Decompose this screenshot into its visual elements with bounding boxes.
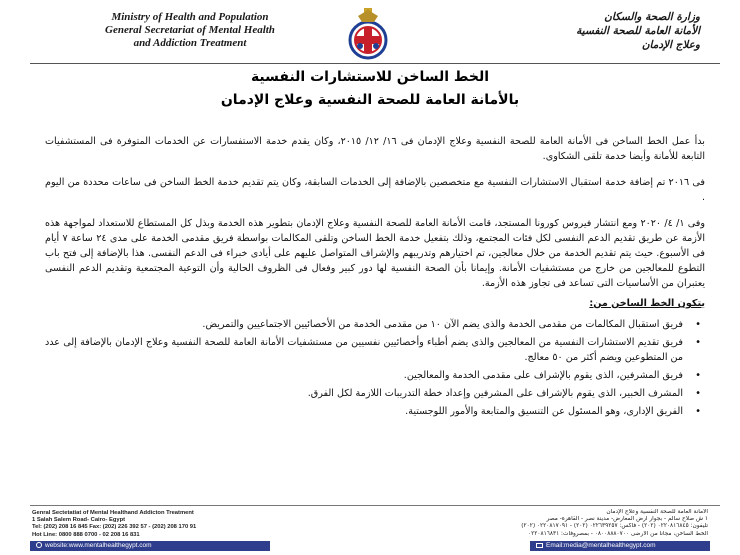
header-ar-line: الأمانة العامة للصحة النفسية [576, 25, 700, 37]
list-item-text: الفريق الإدارى، وهو المسئول عن التنسيق والمتابعة والأمور اللوجستية. [405, 406, 683, 417]
footer-en-line: Tel: (202) 208 16 845 Fax: (202) 226 392 57 - (202) 208 170 91 [32, 524, 197, 531]
bullet-icon: • [695, 319, 701, 330]
footer-en-line: Hot Line: 0800 888 0700 - 02 208 16 831 [32, 531, 140, 538]
website-text: website:www.mentalhealthegypt.com [45, 542, 152, 549]
section-heading: يتكون الخط الساخن من: [589, 298, 705, 309]
footer-ar-line: تليفون: ٠٢٢٠٨١٦٨٤٥ (٢٠٢) - فاكس: ٠٢٢٦٣٩٢٥٧ (٢٠٢) - ٠٢٢٠٨١٧٠٩١ (٢٠٢) [521, 523, 708, 530]
ministry-logo-icon [340, 6, 396, 62]
list-item [45, 386, 701, 401]
team-list [45, 317, 705, 419]
title-line-1: الخط الساخن للاستشارات النفسية [250, 69, 490, 85]
envelope-icon [536, 543, 543, 548]
footer-divider [30, 505, 720, 506]
footer-ar-line: ١ ش صلاح سالم - بجوار أرض المعارض- مدينة نصر - القاهرة- مصر [546, 516, 708, 523]
document-body [45, 134, 705, 422]
list-item-text: فريق استقبال المكالمات من مقدمى الخدمة والذى يضم الآن ١٠ من مقدمى الخدمة من الأخصائيين الاجتماعيين والتمريض. [202, 319, 683, 330]
bullet-icon: • [695, 337, 701, 348]
footer-ar-line: الأمانة العامة للصحة النفسية وعلاج الإدمان [606, 509, 708, 515]
bullet-icon: • [695, 388, 701, 399]
header-en-line: and Addiction Treatment [133, 37, 247, 49]
list-item [45, 317, 701, 332]
list-item-text: المشرف الخبير، الذى يقوم بالإشراف على المشرفين وإعداد خطة التدريبات اللازمة لكل الفرق. [307, 388, 683, 399]
footer-arabic [438, 509, 708, 538]
list-item [45, 368, 701, 383]
paragraph: فى ٢٠١٦ تم إضافة خدمة استقبال الاستشارات النفسية مع متخصصين بالإضافة إلى الخدمات السابقة، وكان يتم تقديم خدمة الخط الساخن فى ساعات محددة من اليوم . [45, 177, 705, 203]
email-link[interactable] [530, 541, 710, 551]
header-ar-line: وزارة الصحة والسكان [604, 11, 700, 23]
document-title [60, 66, 680, 112]
list-item-text: فريق المشرفين، الذى يقوم بالإشراف على مقدمى الخدمة والمعالجين. [403, 370, 683, 381]
footer-en-line: Genral Sectetatiat of Mental Healthand Addicton Treatment [32, 510, 194, 516]
footer-en-line: 1 Salah Salem Road- Cairo- Egypt [32, 517, 126, 524]
footer-english [32, 510, 292, 539]
list-item-text: فريق تقديم الاستشارات النفسية من المعالجين والذى يضم أطباء وأخصائيين نفسيين من مستشفيات الأمانة العامة للصحة النفسية وعلاج الإدمان بالإضافة إلى عدد من المتطوعين ويضم أكثر من ٥٠ معالج. [45, 337, 683, 363]
email-text: Email:media@mentalhealthegypt.com [546, 542, 656, 549]
header-ar-line: وعلاج الإدمان [641, 39, 700, 51]
header-english [60, 11, 320, 50]
paragraph: وفى ١/ ٤/ ٢٠٢٠ ومع انتشار فيروس كورونا المستجد، قامت الأمانة العامة للصحة النفسية وعلاج الإدمان بتطوير هذه الخدمة وبذل كل المستطاع للاستعداد لمواجهة هذه الأزمة عن طريق تقديم الدعم النفسى لكل فئات المجتمع، وذلك بتفعيل خدمة الخط الساخن وتلقى المكالمات بواسطة فريق مقدمى الخدمة على مدى ٢٤ ساعة ٧ أيام فى الأسبوع. حيث يتم تقديم الخدمة من خلال معالجين، تم اختيارهم وتدريبهم والإشراف المتواصل عليهم على أيادى خبراء فى الدعم النفسى. هذا بالإضافة إلى فتح باب التطوع للمعالجين من خارج من مستشفيات الأمانة. وإيمانا بأن الصحة النفسية لها دور كبير وفعال فى الظروف الحالية وأن التوعية المجتمعية وتقديم الدعم النفسى يعتبران من الأساسيات التى تساعد فى تجاوز هذه الأزمة. [45, 218, 705, 289]
list-item [45, 335, 701, 365]
list-item [45, 404, 701, 419]
header-arabic [460, 10, 700, 52]
header-en-line: General Secretariat of Mental Health [105, 24, 275, 36]
globe-icon [36, 542, 42, 548]
footer-ar-line: الخط الساخن، مجاناً من الأرضى ٠٨٠٠٨٨٨٠٧٠٠ - بمصروفات: ٠٢٢٠٨١٦٨٣١ [528, 530, 708, 537]
bullet-icon: • [695, 406, 701, 417]
website-link[interactable] [30, 541, 270, 551]
title-line-2: بالأمانة العامة للصحة النفسية وعلاج الإدمان [220, 92, 520, 108]
header-divider [30, 63, 720, 64]
bullet-icon: • [695, 370, 701, 381]
header-en-line: Ministry of Health and Population [111, 11, 269, 23]
paragraph: بدأ عمل الخط الساخن فى الأمانة العامة للصحة النفسية وعلاج الإدمان فى ١٦/ ١٢/ ٢٠١٥، وكان يقدم خدمة الاستفسارات عن الخدمات المتوفرة فى المستشفيات التابعة للأمانة وأيضا خدمة تلقى الشكاوى. [45, 136, 705, 162]
